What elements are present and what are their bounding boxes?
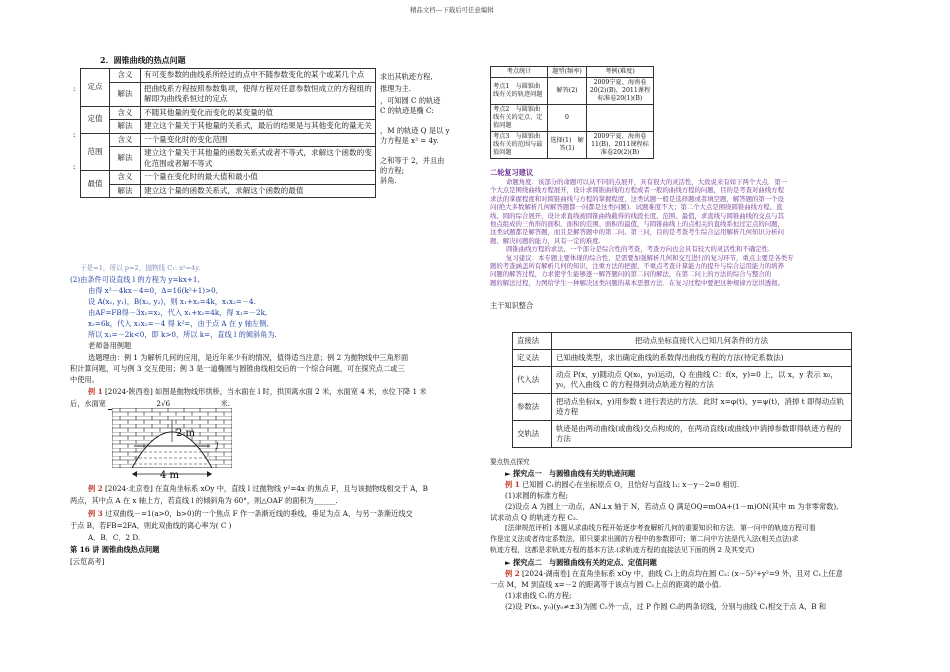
example-label: 例 1	[505, 480, 520, 489]
left-mark: :	[73, 84, 76, 93]
example-text: (2)设点 A 为圆上一动点，AN⊥x 轴于 N，若动点 Q 满足OQ=mOA+(1－m)ON(其中 m 为非零常数),	[505, 502, 839, 511]
solution-line: 所以 x₁=－2k<0，即 k>0，所以 k=，直线 l 的倾斜角为.	[88, 330, 277, 339]
table-row	[513, 367, 852, 394]
table-cell: 建立这个量关于其他量的关系式，最后的结果是与其他变化的量无关	[141, 120, 376, 134]
example-text: (1)求曲线 C₁的方程;	[505, 591, 572, 600]
table-cell: 选择(1) 解答(1)	[548, 132, 587, 159]
cut-line: 于是=1，所以 p=2，抛物线 C₁: x²=4y.	[80, 264, 201, 272]
table-row	[81, 120, 376, 134]
table-cell: 0	[548, 105, 587, 132]
table-cell: 考点2 与圆锥曲线有关的定点、定值问题	[491, 105, 548, 132]
exam-stat-table	[490, 66, 654, 159]
table-cell: 最值	[81, 171, 110, 198]
table-header: 考点统计	[491, 67, 548, 78]
table-cell: 2009宁夏、海南卷20(2)(B)，2011课程标准卷20(1)(B)	[587, 78, 654, 105]
table-cell: 含义	[110, 69, 141, 83]
review-line: 圆锥曲线方程的求法，一个部分是综合性的考查，考查方向也会具有较大的灵活性和不确定性.	[506, 245, 771, 254]
example-label: 例 2	[505, 569, 520, 578]
table-cell: 定点	[81, 69, 110, 107]
table-cell: 把曲线系方程按照参数集项，使得方程对任意参数恒成立的方程组的解即为曲线系恒过的定点	[141, 82, 376, 106]
fragment-text: ，M 的轨迹 Q 是以 y	[380, 126, 450, 135]
review-line: 命题角度：该部分的命题可以从不同的点展开，具有很大的灵活性，大致说来有如下两个大点．第一	[506, 178, 788, 186]
table-cell: 解法	[110, 82, 141, 106]
comment-line: 作是定义法或者待定系数法，即只要求出圆的方程中的参数即可；第二问中方法是代入法(相关点法)求	[490, 535, 799, 543]
example-text: (2)设 P(x₀, y₀)(y₀≠±3)为圆 C₂外一点，过 P 作圆 C₂的两条切线，分别与曲线 C₁相交于点 A，B 和	[505, 602, 827, 611]
example-text: 后，水面宽	[70, 399, 106, 408]
table-cell: 考点1 与圆锥曲线有关的轨迹问题	[491, 78, 548, 105]
lecture-title: 第 16 讲 圆锥曲线热点问题	[70, 545, 160, 554]
table-cell: 直接法	[513, 333, 552, 350]
table-cell: 一个量变化时的变化范围	[141, 133, 376, 147]
table-cell: 轨迹是由两动曲线(或曲线)交点构成的，在两动直线(或曲线)中消掉参数即得轨迹方程的方法	[552, 421, 852, 448]
explore-one-title: ► 探究点一 与圆锥曲线有关的轨迹问题	[505, 469, 636, 478]
answer-blank: 2√6	[108, 399, 218, 410]
table-row	[81, 133, 376, 147]
table-row	[81, 184, 376, 198]
table-cell: 建立这个量关于其他量的函数关系式或者不等式，求解这个函数的变化范围或者解不等式	[141, 147, 376, 171]
example-text: 一点 M，M 到直线 x=－2 的距离等于该点与圆 C₂上点的距离的最小值.	[490, 580, 722, 589]
solution-line: (2)由条件可设直线 l 的方程为 y=kx+1,	[70, 275, 200, 284]
table-cell: 交轨法	[513, 421, 552, 448]
table-cell: 建立这个量的函数关系式，求解这个函数的最值	[141, 184, 376, 198]
page-header: 精品文档---下载后可任意编辑	[410, 6, 494, 14]
table-row	[513, 394, 852, 421]
bridge-width-dimension	[112, 468, 232, 480]
teacher-note-line: 选题理由：例 1 为解析几何的应用，是近年来少有的情况，值得适当注意；例 2 为抛物线中三角形面	[88, 353, 409, 362]
fragment-text: 斜角.	[380, 176, 397, 185]
review-line: 问题的解答过程，力求使学生能够逐一解答题问的第二问的解法，在第二问上的方法的综合与整合的	[490, 270, 772, 279]
solution-line: 由得 x²－4kx－4=0，Δ=16(k²+1)>0,	[88, 286, 218, 295]
table-cell: 把动点坐标直接代入已知几何条件的方法	[552, 333, 852, 350]
example-label: 例 3	[88, 509, 103, 518]
table-header: 题型(频率)	[548, 67, 587, 78]
solution-line: x₂=6k，代入 x₁x₂=－4 得 k²=，由于点 A 在 y 轴左侧,	[88, 319, 269, 328]
key-points-title: 要点热点探究	[490, 458, 530, 466]
solution-line: 由AF=FB得－3x₁=x₂，代入 x₁+x₂=4k，得 x₁=－2k,	[88, 308, 268, 317]
table-cell: 范围	[81, 133, 110, 171]
table-cell: 把动点坐标(x，y)用参数 t 进行表达的方法．此时 x=φ(t)，y=ψ(t)，消掉 t 即得动点轨迹方程	[552, 394, 852, 421]
review-line: 题的解法过程，力图给学生一种解决这类问题的基本思想方法．在复习过程中要把这种规律方法讲透彻。	[490, 278, 784, 287]
table-header-row	[491, 67, 654, 78]
table-row	[513, 421, 852, 448]
table-cell: 2009宁夏、海南卷11(B)，2011课程标准卷20(2)(B)	[587, 132, 654, 159]
left-mark: :	[73, 162, 76, 171]
comment-line: 轨迹方程，这都是求轨迹方程的基本方法.(求轨迹方程的直接法见下面的例 2 及其变式)	[490, 546, 755, 554]
table-cell: 含义	[110, 171, 141, 185]
table-cell: 有可变参数的曲线系所经过的点中不随参数变化的某个或某几个点	[141, 69, 376, 83]
teacher-note-line: 中使用。	[70, 375, 99, 384]
review-line: 这类试题都是解答题，而且是解答题中的第二问、第三问，目的是考查考生综合运用解析几何知识分析问	[490, 228, 784, 237]
table-row	[491, 105, 654, 132]
example-label: 例 2	[88, 484, 103, 493]
example-text: 已知圆 C₁的圆心在坐标原点 O，且恰好与直线 l₁: x－y－2=0 相切.	[522, 480, 739, 489]
example-text: (1)求圆的标准方程;	[505, 491, 568, 500]
table-cell: 定值	[81, 106, 110, 133]
table-cell: 代入法	[513, 367, 552, 394]
method-table	[512, 332, 852, 448]
bridge-width-label: 4 m	[160, 470, 180, 480]
bridge-height-label: 2 m	[176, 428, 196, 439]
example-text: [2024·湖南卷] 在直角坐标系 xOy 中，曲线 C₁上的点均在圆 C₂: (x－5)²+y²=9 外，且对 C₁上任意	[522, 569, 843, 578]
example-options: A．B．C．2 D.	[88, 533, 141, 542]
review-line: 问(绝大多数解析几何解答题都一问都是这类问题)．试题难度不大；第二个大点是围绕圆锥曲线方程、直	[490, 203, 783, 212]
solution-line: 设 A(x₁, y₁)，B(x₂, y₂)，则 x₁+x₂=4k，x₁x₂=－4.	[88, 297, 256, 306]
table-cell: 参数法	[513, 394, 552, 421]
table-cell: 考点3 与圆锥曲线有关的范围与最值问题	[491, 132, 548, 159]
example-text: 过双曲线－=1(a>0，b>0)的一个焦点 F 作一条渐近线的垂线，垂足为点 A，与另一条渐近线交	[105, 509, 413, 518]
left-mark: :	[73, 130, 76, 139]
review-line: 复习建议：本专题主要体现的综合性，是需要加强解析几何和交互进行的复习环节，重点主要是各类专	[506, 253, 794, 262]
table-cell: 不随其他量的变化而变化的某变量的值	[141, 106, 376, 120]
review-line: 他点组成的三角形的面积、面积的范围、面积的最值，与圆锥曲线上的点相关的直线系恒过定点的问题，	[490, 220, 784, 229]
table-row	[491, 78, 654, 105]
table-cell: 定义法	[513, 350, 552, 367]
example-text: 于点 B，若FB=2FA，则此双曲线的离心率为( C )	[70, 521, 232, 530]
table-row	[81, 82, 376, 106]
fragment-text: 力方程是 x² = 4y.	[380, 136, 439, 145]
section-title: 2．圆锥曲线的热点问题	[100, 55, 186, 65]
table-cell: 动点 P(x，y)随动点 Q(x₀，y₀)运动，Q 在曲线 C：f(x，y)=0 上，以 x，y 表示 x₀，y₀，代入曲线 C 的方程得到动点轨迹方程的方法	[552, 367, 852, 394]
example-text: [2024·陕西卷] 如图是抛物线形拱桥，当水面在 l 时，拱顶离水面 2 米，水面宽 4 米，水位下降 1 米	[105, 387, 427, 396]
comment-line: [法律规范评析] 本题从求曲线方程开始逐步考查解析几何的重要知识和方法．第一问中的轨迹方程可看	[505, 524, 816, 532]
example-label: 例 1	[88, 387, 103, 396]
table-row	[513, 350, 852, 367]
review-line: 个大点是围绕曲线方程展开，设计求圆锥曲线的方程或者一般的曲线方程的问题，目的是考查对曲线方程	[490, 186, 784, 195]
main-knowledge-title: 主干知识整合	[490, 301, 534, 310]
explore-two-title: ► 探究点二 与圆锥曲线有关的定点、定值问题	[505, 558, 657, 567]
fragment-text: 求出其轨迹方程,	[380, 72, 433, 81]
bridge-figure	[112, 408, 232, 468]
review-line: 线、圆的综合展开，设计求直线被圆锥曲线截得的线段长度、范围、最值，求直线与圆锥曲线的交点与其	[490, 211, 784, 220]
example-text: 米.	[220, 399, 231, 408]
table-row	[81, 147, 376, 171]
cloud-tag: [云览高考]	[70, 557, 105, 566]
table-row	[81, 171, 376, 185]
table-row	[81, 106, 376, 120]
review-title: 二轮复习建议	[490, 168, 534, 177]
review-line: 求法的掌握程度和对圆锥曲线与方程的掌握程度，这类试题一般是选择题或者填空题，解答题的第一个设	[490, 194, 784, 203]
table-cell: 含义	[110, 133, 141, 147]
table-row	[81, 69, 376, 83]
review-line: 题的考查涵盖所有解析几何的知识，注重方法的把握，不重点考查计算能力的提升与综合运用能力的培养	[490, 262, 784, 271]
fragment-text: C 的轨迹是椭 C:	[380, 106, 434, 115]
example-text: [2024·北京卷] 在直角坐标系 xOy 中，直线 l 过抛物线 y²=4x 的焦点 F，且与该抛物线相交于 A，B	[105, 484, 428, 493]
fragment-text: ，可知圆 C 的轨迹	[380, 96, 441, 105]
example-text: 两点，其中点 A 在 x 轴上方，若直线 l 的倾斜角为 60°，则△OAF 的面积为______.	[70, 496, 338, 505]
review-line: 题、解决问题的能力，具有一定的难度.	[490, 236, 601, 245]
table-cell: 一个量在变化时的最大值和最小值	[141, 171, 376, 185]
teacher-note-line: 积计算问题，可与例 3 交互使用；例 3 是一道椭圆与圆锥曲线相交后的一个综合问题，可在探究点二或三	[70, 364, 405, 373]
table-cell: 含义	[110, 106, 141, 120]
table-cell: 解法	[110, 184, 141, 198]
table-cell: 已知曲线类型，求出确定曲线的系数得出曲线方程的方法(待定系数法)	[552, 350, 852, 367]
table-cell: 解法	[110, 120, 141, 134]
table-header: 考例(难度)	[587, 67, 654, 78]
fragment-text: 之和等于 2，并且由	[380, 156, 445, 165]
fragment-text: 推理为主.	[380, 84, 412, 93]
table-cell: 解法	[110, 147, 141, 171]
example-text: 试求动点 Q 的轨迹方程 C₂.	[490, 513, 579, 522]
table-cell: 解答(2)	[548, 78, 587, 105]
table-row	[491, 132, 654, 159]
fragment-text: 的方程;	[380, 166, 404, 175]
water-level-label: l	[216, 442, 219, 451]
teacher-note-title: 老师备用例题	[88, 341, 132, 350]
hot-issues-table	[80, 68, 376, 198]
table-row	[513, 333, 852, 350]
table-cell	[587, 105, 654, 132]
